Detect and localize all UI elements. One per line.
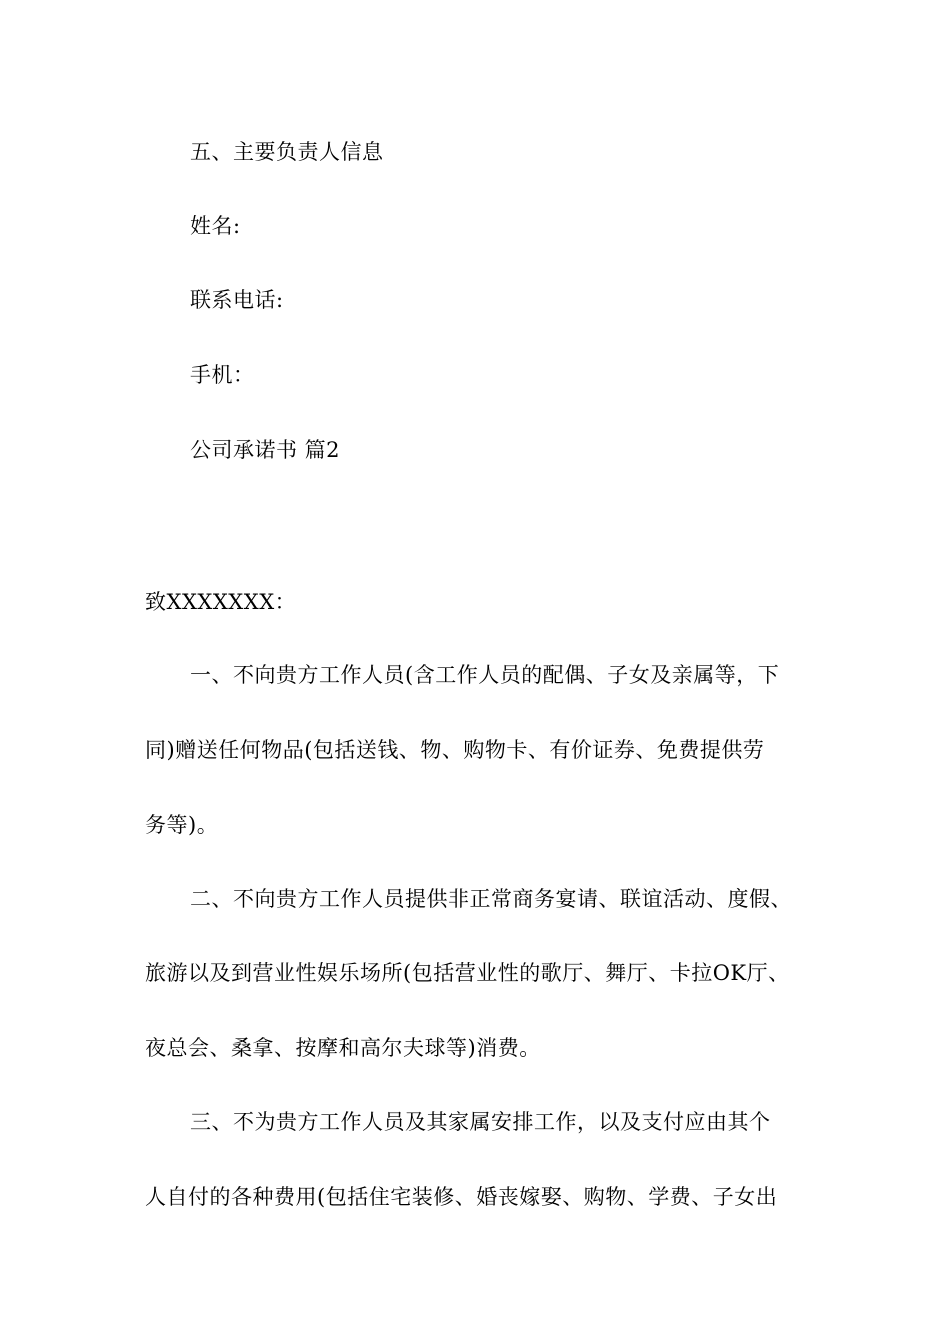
document-title: 公司承诺书 篇2 (190, 438, 341, 462)
paragraph-line: 旅游以及到营业性娱乐场所(包括营业性的歌厅、舞厅、卡拉OK厅、 (145, 961, 790, 985)
mobile-label: 手机： (190, 363, 255, 387)
salutation: 致XXXXXXX： (145, 590, 297, 614)
phone-label: 联系电话: (190, 288, 284, 312)
section-heading: 五、主要负责人信息 (190, 140, 384, 164)
name-label: 姓名: (190, 214, 241, 238)
paragraph-line: 务等)。 (145, 813, 219, 837)
paragraph-line: 人自付的各种费用(包括住宅装修、婚丧嫁娶、购物、学费、子女出 (145, 1185, 778, 1209)
paragraph-line: 二、不向贵方工作人员提供非正常商务宴请、联谊活动、度假、 (190, 887, 792, 911)
paragraph-line: 三、不为贵方工作人员及其家属安排工作，以及支付应由其个 (190, 1110, 771, 1134)
paragraph-line: 夜总会、桑拿、按摩和高尔夫球等)消费。 (145, 1036, 541, 1060)
paragraph-line: 同)赠送任何物品(包括送钱、物、购物卡、有价证券、免费提供劳 (145, 738, 765, 762)
paragraph-line: 一、不向贵方工作人员(含工作人员的配偶、子女及亲属等，下 (190, 663, 780, 687)
